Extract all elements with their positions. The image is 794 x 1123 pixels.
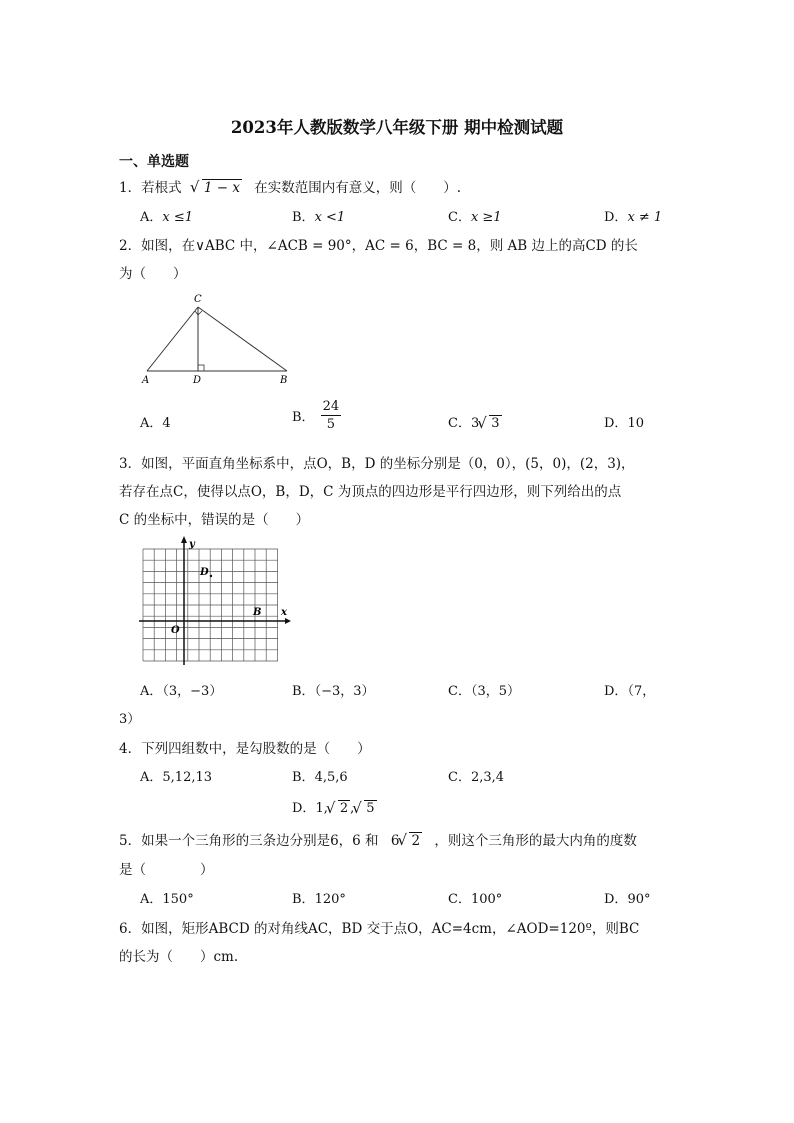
q1-radical: √ 1 − x (192, 180, 242, 196)
q1-option-b[interactable]: B．x <1 (292, 210, 346, 225)
q4-line-1: 4．下列四组数中，是勾股数的是（ ） (119, 741, 371, 757)
coordinate-grid-figure (135, 535, 295, 670)
q3-option-d[interactable]: D．（7， (604, 684, 656, 699)
q5-option-d[interactable]: D．90° (604, 892, 651, 907)
q2-line-2: 为（ ） (119, 266, 187, 282)
point-b-label: B (253, 607, 262, 618)
q3-line-1: 3．如图，平面直角坐标系中，点O，B，D 的坐标分别是（0，0），(5，0)，(2，3)， (119, 456, 635, 472)
q5-line-2: 是（ ） (119, 862, 214, 878)
q5-option-a[interactable]: A．150° (140, 892, 194, 907)
q1-option-a[interactable]: A．x ≤1 (140, 210, 194, 225)
question-1 (119, 176, 461, 196)
label-c: C (194, 294, 202, 305)
axis-x-label: x (281, 607, 287, 618)
q2-option-a[interactable]: A．4 (140, 416, 171, 431)
q5-option-b[interactable]: B．120° (292, 892, 346, 907)
q1-option-c[interactable]: C．x ≥1 (448, 210, 502, 225)
q2-option-c[interactable]: C．3√ 3 (448, 412, 502, 431)
q6-line-1: 6．如图，矩形ABCD 的对角线AC，BD 交于点O，AC=4cm，∠AOD=120º，则BC (119, 921, 640, 937)
q4-option-d[interactable]: D．1,√ 2 ,√ 5 (292, 797, 377, 816)
axis-y-label: y (189, 539, 195, 550)
q1-option-d[interactable]: D．x ≠ 1 (604, 210, 663, 225)
q4-option-b[interactable]: B．4,5,6 (292, 770, 348, 785)
point-d-label: D (200, 567, 209, 578)
q6-line-2: 的长为（ ）cm. (119, 949, 239, 965)
q3-line-3: C 的坐标中，错误的是（ ） (119, 512, 310, 528)
q1-text-a: 1．若根式 (119, 180, 182, 196)
q4-option-c[interactable]: C．2,3,4 (448, 770, 505, 785)
q3-option-c[interactable]: C．（3，5） (448, 684, 520, 699)
label-b: B (280, 375, 288, 386)
q3-option-b[interactable]: B．（−3，3） (292, 684, 375, 699)
q4-option-a[interactable]: A．5,12,13 (140, 770, 213, 785)
q3-option-a[interactable]: A．（3，−3） (140, 684, 223, 699)
question-5: 5．如果一个三角形的三条边分别是6，6 和 6√ 2 ，则这个三角形的最大内角的度数 (119, 829, 637, 849)
q5-option-c[interactable]: C．100° (448, 892, 503, 907)
origin-label: O (171, 625, 180, 636)
q2-line-1: 2．如图，在∨ABC 中，∠ACB = 90°，AC = 6，BC = 8，则 AB 边上的高CD 的长 (119, 238, 638, 254)
label-d: D (193, 375, 202, 386)
q3-line-2: 若存在点C，使得以点O，B，D，C 为顶点的四边形是平行四边形，则下列给出的点 (119, 484, 622, 500)
q2-option-d[interactable]: D．10 (604, 416, 644, 431)
page-title: 2023年人教版数学八年级下册 期中检测试题 (230, 118, 564, 137)
triangle-figure (135, 290, 295, 390)
q1-text-b: 在实数范围内有意义，则（ ）. (254, 180, 462, 196)
q3-option-d-wrap: 3） (119, 712, 141, 727)
q2-option-b[interactable]: B． $\frac{24}{5}$ (292, 399, 340, 432)
section-heading: 一、单选题 (119, 154, 189, 170)
label-a: A (142, 375, 150, 386)
